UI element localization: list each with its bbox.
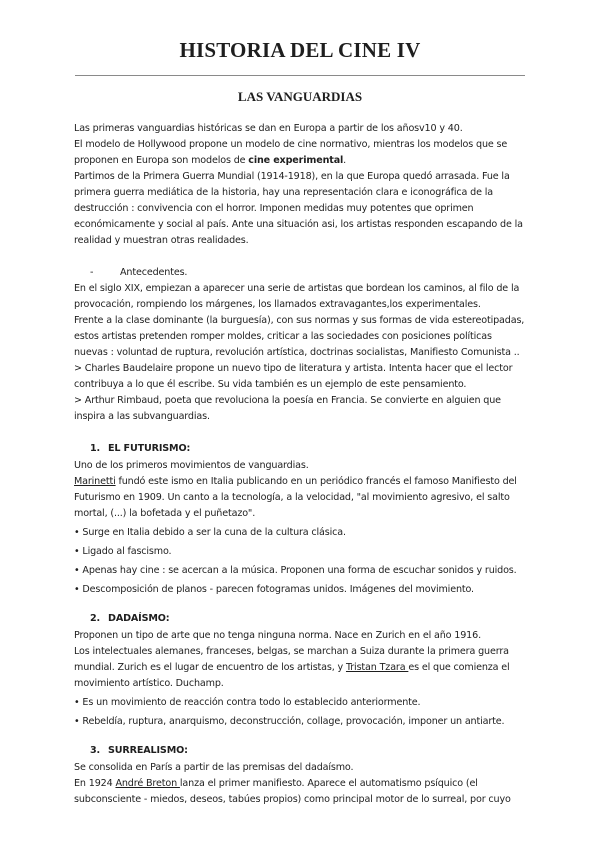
text-line: contribuya a lo que él escribe. Su vida también es un ejemplo de este pensamiento. [74,379,467,390]
underlined-name: Marinetti [74,476,116,487]
heading-number: 2. [90,613,101,624]
text-line: Partimos de la Primera Guerra Mundial (1914-1918), en la que Europa quedó arrasada. Fue la [74,171,510,182]
text-line [74,660,536,676]
text-line [74,153,536,169]
bullet-item: • Ligado al fascismo. [74,546,172,557]
text-line: > Arthur Rimbaud, poeta que revoluciona la poesía en Francia. Se convierte en alguien que [74,395,501,406]
text-line: subconsciente - miedos, deseos, tabúes propios) como principal motor de lo surreal, por cuyo [74,794,511,805]
text-line: > Charles Baudelaire propone un nuevo tipo de literatura y artista. Intenta hacer que el lector [74,363,513,374]
text-line [74,776,536,792]
text-line [74,474,536,490]
text-line: nuevas : voluntad de ruptura, revolución artística, doctrinas socialistas, Manifiesto Comunista .. [74,347,520,358]
heading-number: 1. [90,443,101,454]
futurismo-section [74,441,536,598]
spacer [74,601,536,611]
text-line: Frente a la clase dominante (la burguesía), con sus normas y sus formas de vida estereotipadas, [74,315,525,326]
text-span: es el que comienza el [408,662,510,673]
spacer [74,733,536,743]
text-line: movimiento artístico. Duchamp. [74,678,224,689]
section-title: LAS VANGUARDIAS [237,89,363,104]
underlined-name: Tristan Tzara [345,662,409,673]
bullet-item: • Apenas hay cine : se acercan a la música. Proponen una forma de escuchar sonidos y ruidos. [74,565,517,576]
dash-marker: - [90,267,94,278]
surrealismo-heading [74,743,536,759]
text-span: En 1924 [74,778,116,789]
bullet-item: • Descomposición de planos - parecen fotogramas unidos. Imágenes del movimiento. [74,584,474,595]
heading-number: 3. [90,745,101,756]
text-line: económicamente y social al país. Ante una situación asi, los artistas responden escapando de la [74,219,523,230]
title-divider [75,75,525,76]
heading-label: SURREALISMO: [108,745,188,756]
spacer [74,249,536,265]
antecedentes-section [74,265,536,425]
text-span: . [343,155,347,166]
text-line: Uno de los primeros movimientos de vanguardias. [74,460,309,471]
surrealismo-section [74,743,536,808]
text-span: fundó este ismo en Italia publicando en un periódico francés el famoso Manifiesto del [115,476,517,487]
heading-label: EL FUTURISMO: [108,443,191,454]
text-line: Los intelectuales alemanes, franceses, belgas, se marchan a Suiza durante la primera guerra [74,646,509,657]
dadaismo-section [74,611,536,730]
heading-label: DADAÍSMO: [108,613,170,624]
bullet-item: • Surge en Italia debido a ser la cuna de la cultura clásica. [74,527,346,538]
text-span: proponen en Europa son modelos de [74,155,249,166]
text-line: destrucción : convivencia con el horror. Imponen medidas muy potentes que oprimen [74,203,474,214]
document-title: HISTORIA DEL CINE IV [179,38,421,62]
underlined-name: André Breton [115,778,180,789]
spacer [74,425,536,441]
heading-label: Antecedentes. [120,267,188,278]
text-line: inspira a las subvanguardias. [74,411,210,422]
text-span: mundial. Zurich es el lugar de encuentro de los artistas, y [74,662,346,673]
text-line: Las primeras vanguardias históricas se dan en Europa a partir de los añosv10 y 40. [74,123,463,134]
antecedentes-heading [74,265,536,281]
bold-term: cine experimental [248,155,344,166]
text-line: Se consolida en París a partir de las premisas del dadaísmo. [74,762,354,773]
text-line: mortal, (...) la bofetada y el puñetazo". [74,508,256,519]
text-line: estos artistas pretenden romper moldes, criticar a las sociedades con posiciones políticas [74,331,492,342]
text-line: provocación, rompiendo los márgenes, los llamados extravagantes,los experimentales. [74,299,481,310]
text-line: Proponen un tipo de arte que no tenga ninguna norma. Nace en Zurich en el año 1916. [74,630,481,641]
futurismo-heading [74,441,536,457]
text-span: lanza el primer manifiesto. Aparece el automatismo psíquico (el [179,778,478,789]
bullet-item: • Rebeldía, ruptura, anarquismo, deconstrucción, collage, provocación, imponer un antiarte. [74,716,505,727]
text-line: El modelo de Hollywood propone un modelo de cine normativo, mientras los modelos que se [74,139,508,150]
text-line: primera guerra mediática de la historia, hay una representación clara e iconográfica de la [74,187,494,198]
text-line: Futurismo en 1909. Un canto a la tecnología, a la velocidad, "al movimiento agresivo, el salto [74,492,510,503]
text-line: realidad y muestran otras realidades. [74,235,249,246]
dadaismo-heading [74,611,536,627]
bullet-item: • Es un movimiento de reacción contra todo lo establecido anteriormente. [74,697,421,708]
text-line: En el siglo XIX, empiezan a aparecer una serie de artistas que bordean los caminos, al filo de la [74,283,520,294]
intro-paragraph [74,121,536,249]
document-body [74,121,536,808]
